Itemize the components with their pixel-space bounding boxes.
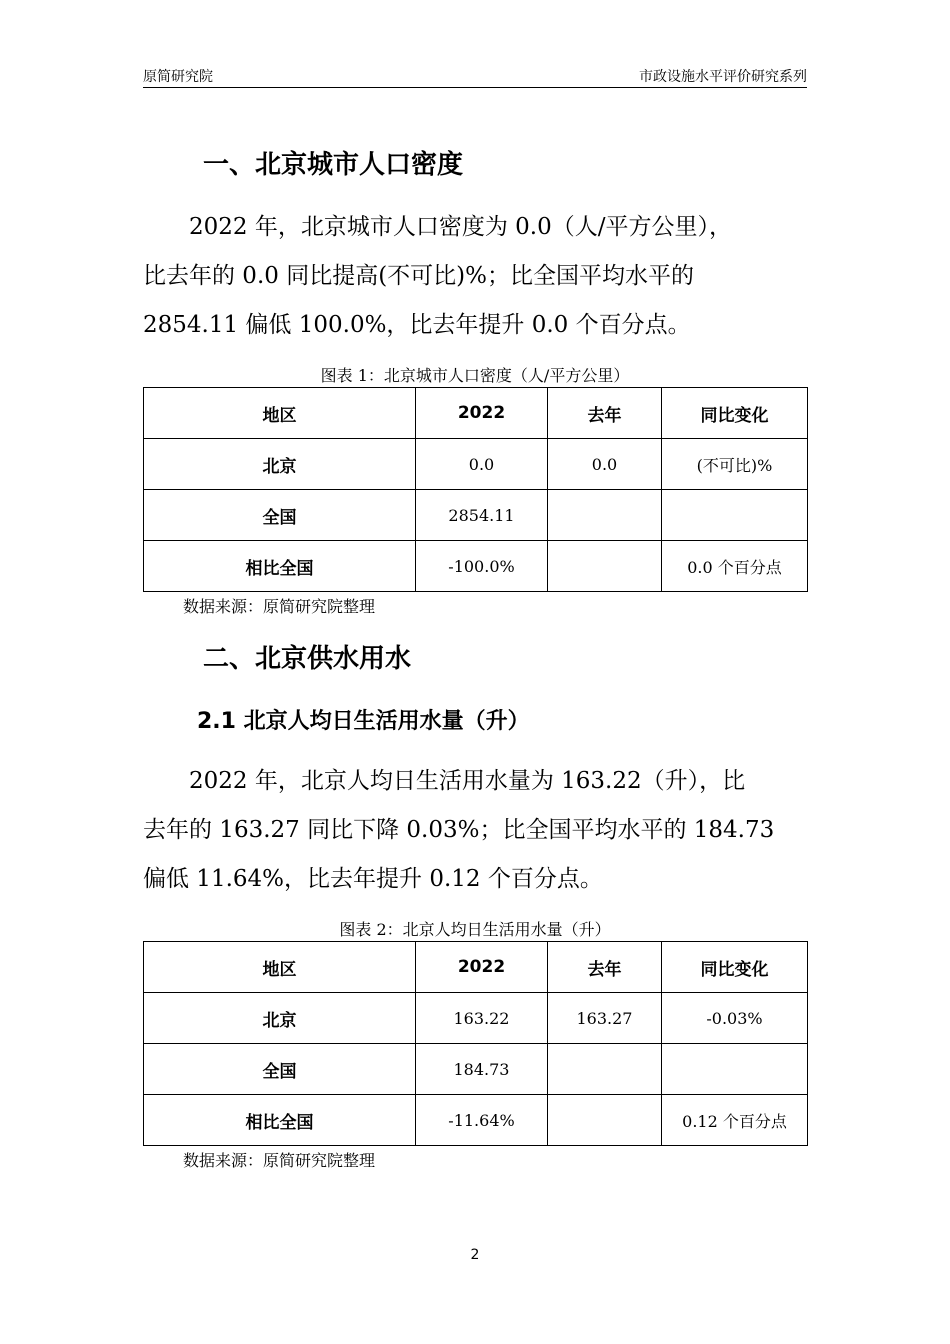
header-cell: 同比变化 bbox=[662, 942, 808, 993]
table-1-caption: 图表 1：北京城市人口密度（人/平方公里） bbox=[320, 366, 630, 385]
table-2 bbox=[143, 941, 808, 1146]
table-row bbox=[144, 541, 808, 592]
row-label: 全国 bbox=[144, 490, 416, 541]
section-2-paragraph bbox=[143, 757, 807, 904]
header-cell: 地区 bbox=[144, 388, 416, 439]
header-cell: 同比变化 bbox=[662, 388, 808, 439]
header-cell: 2022 bbox=[416, 942, 548, 993]
table-cell: 163.22 bbox=[416, 993, 548, 1044]
table-2-source: 数据来源：原简研究院整理 bbox=[183, 1151, 376, 1170]
table-1-source: 数据来源：原简研究院整理 bbox=[183, 597, 376, 616]
header-cell: 2022 bbox=[416, 388, 548, 439]
table-row bbox=[144, 1044, 808, 1095]
table-cell: -0.03% bbox=[662, 993, 808, 1044]
header-cell: 去年 bbox=[548, 388, 662, 439]
row-label: 相比全国 bbox=[144, 1095, 416, 1146]
table-2-caption: 图表 2：北京人均日生活用水量（升） bbox=[339, 920, 611, 939]
header-left: 原简研究院 bbox=[143, 69, 213, 85]
table-cell: 2854.11 bbox=[416, 490, 548, 541]
paragraph-line: 2022 年，北京城市人口密度为 0.0（人/平方公里）， bbox=[143, 214, 732, 240]
table-cell bbox=[662, 1044, 808, 1095]
paragraph-line: 偏低 11.64%，比去年提升 0.12 个百分点。 bbox=[143, 866, 603, 892]
header-cell: 地区 bbox=[144, 942, 416, 993]
table-cell: 0.0 bbox=[416, 439, 548, 490]
header-right: 市政设施水平评价研究系列 bbox=[639, 69, 807, 85]
table-cell bbox=[548, 1044, 662, 1095]
table-cell: -100.0% bbox=[416, 541, 548, 592]
table-header-row bbox=[144, 388, 808, 439]
table-row bbox=[144, 1095, 808, 1146]
paragraph-line: 2854.11 偏低 100.0%，比去年提升 0.0 个百分点。 bbox=[143, 312, 691, 338]
paragraph-line: 比去年的 0.0 同比提高(不可比)%；比全国平均水平的 bbox=[143, 263, 695, 289]
table-cell: -11.64% bbox=[416, 1095, 548, 1146]
table-1 bbox=[143, 387, 808, 592]
section-1-title: 一、北京城市人口密度 bbox=[203, 150, 464, 180]
table-cell: 0.12 个百分点 bbox=[662, 1095, 808, 1146]
paragraph-line: 2022 年，北京人均日生活用水量为 163.22（升），比 bbox=[143, 768, 746, 794]
row-label: 北京 bbox=[144, 439, 416, 490]
row-label: 相比全国 bbox=[144, 541, 416, 592]
table-cell: 184.73 bbox=[416, 1044, 548, 1095]
table-cell: 0.0 bbox=[548, 439, 662, 490]
table-header-row bbox=[144, 942, 808, 993]
table-cell: (不可比)% bbox=[662, 439, 808, 490]
row-label: 全国 bbox=[144, 1044, 416, 1095]
section-1-paragraph bbox=[143, 203, 807, 350]
table-cell: 0.0 个百分点 bbox=[662, 541, 808, 592]
table-cell bbox=[548, 1095, 662, 1146]
subsection-2-1-title: 2.1 北京人均日生活用水量（升） bbox=[197, 709, 530, 734]
header-rule bbox=[143, 87, 807, 88]
table-row bbox=[144, 490, 808, 541]
table-row bbox=[144, 993, 808, 1044]
page-number: 2 bbox=[470, 1247, 480, 1263]
table-row bbox=[144, 439, 808, 490]
paragraph-line: 去年的 163.27 同比下降 0.03%；比全国平均水平的 184.73 bbox=[143, 817, 775, 843]
table-cell bbox=[548, 490, 662, 541]
table-cell: 163.27 bbox=[548, 993, 662, 1044]
section-2-title: 二、北京供水用水 bbox=[203, 644, 412, 674]
header-cell: 去年 bbox=[548, 942, 662, 993]
table-cell bbox=[548, 541, 662, 592]
table-cell bbox=[662, 490, 808, 541]
row-label: 北京 bbox=[144, 993, 416, 1044]
